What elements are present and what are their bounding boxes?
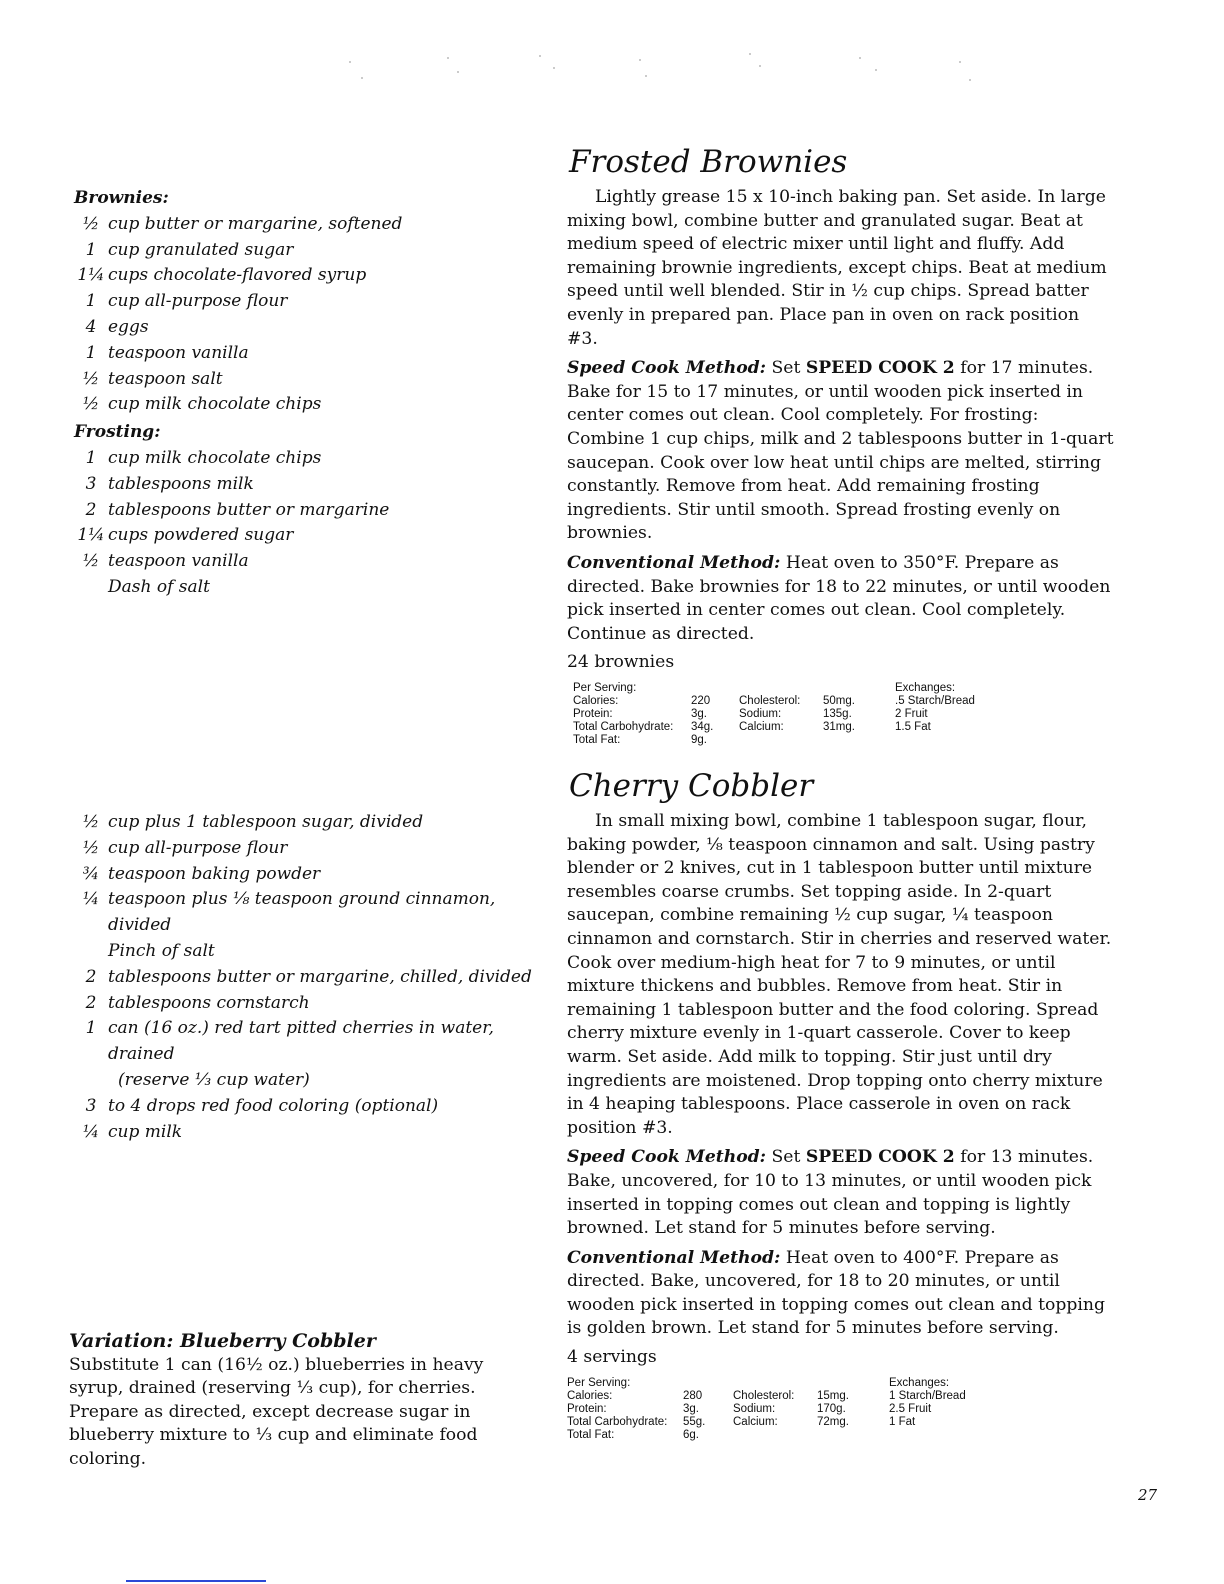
ingredients-heading-frosting: Frosting: [74, 422, 161, 443]
cobbler-conventional-method: Conventional Method: Heat oven to 400°F. Prepare as directed. Bake, uncovered, for 18 to 20 minutes, or until wooden pick inserted in topping comes out clean and topping is golden brown. Let stand for 5 minutes before serving. [567, 1247, 1105, 1339]
cobbler-recipe [567, 768, 1115, 1449]
ingredient-row: 1 cup granulated sugar [85, 239, 294, 260]
brownies-ingredient-list [74, 212, 544, 418]
brownies-speed-cook-method: Speed Cook Method: Set SPEED COOK 2 for 17 minutes. Bake for 15 to 17 minutes, or until wooden pick inserted in center comes out clean. Cool completely. For frosting: Combine 1 cup chips, milk and 2 tablespoons butter in 1-quart saucepan. Cook over low heat until chips are melted, stirring constantly. Remove from heat. Add remaining frosting ingredients. Stir until smooth. Spread frosting evenly on brownies. [567, 358, 1114, 544]
ingredient-row: 2 tablespoons butter or margarine [85, 499, 390, 520]
ingredient-row: 4 eggs [85, 316, 149, 337]
ingredient-row: 2 tablespoons cornstarch [85, 992, 310, 1013]
brownies-directions: Lightly grease 15 x 10-inch baking pan. Set aside. In large mixing bowl, combine butter and granulated sugar. Beat at medium speed of electric mixer until light and fluffy. Add remaining brownie ingredients, except chips. Beat at medium speed until well blended. Stir in ½ cup chips. Spread batter evenly in prepared pan. Place pan in oven on rack position #3. [567, 187, 1107, 349]
ingredient-row: 2 tablespoons butter or margarine, chilled, divided [85, 966, 532, 987]
ingredient-row: (reserve ⅓ cup water) [118, 1069, 310, 1090]
cobbler-speed-cook-method: Speed Cook Method: Set SPEED COOK 2 for 13 minutes. Bake, uncovered, for 10 to 13 minutes, or until wooden pick inserted in topping comes out clean and topping is lightly browned. Let stand for 5 minutes before serving. [567, 1147, 1094, 1239]
footer-rule [126, 1580, 266, 1582]
cobbler-nutrition-table: Per Serving: Calories: 280 Protein: 3g. Total Carbohydrate: 55g. Total Fat: 6g. Cholesterol: 15mg. Sodium: 170g. Calcium: 72mg. Exchanges: 1 Starch/Bread 2.5 Fruit 1 Fat [567, 1377, 966, 1442]
ingredient-row: ½ cup plus 1 tablespoon sugar, divided [82, 812, 424, 832]
scan-speckles [340, 48, 980, 88]
ingredient-row: ¾ teaspoon baking powder [82, 863, 321, 884]
cobbler-directions: In small mixing bowl, combine 1 tablespoon sugar, flour, baking powder, ⅛ teaspoon cinnamon and salt. Using pastry blender or 2 knives, cut in 1 tablespoon butter until mixture resembles coarse crumbs. Set topping aside. In 2-quart saucepan, combine remaining ½ cup sugar, ¼ teaspoon cinnamon and cornstarch. Stir in cherries and reserved water. Cook over medium-high heat for 7 to 9 minutes, or until mixture thickens and bubbles. Remove from heat. Stir in remaining 1 tablespoon butter and the food coloring. Spread cherry mixture evenly in 1-quart casserole. Cover to keep warm. Set aside. Add milk to topping. Stir just until dry ingredients are moistened. Drop topping onto cherry mixture in 4 heaping tablespoons. Place casserole in oven on rack position #3. [567, 811, 1112, 1138]
ingredient-row: 1 cup milk chocolate chips [85, 447, 322, 468]
brownies-yield: 24 brownies [567, 652, 675, 673]
ingredients-heading-brownies: Brownies: [74, 188, 169, 208]
ingredient-row: 1 cup all-purpose flour [85, 291, 288, 312]
ingredient-row: ½ cup all-purpose flour [82, 837, 288, 858]
brownies-recipe [567, 144, 1115, 754]
ingredient-row: ½ cup butter or margarine, softened [82, 213, 403, 234]
ingredient-row: ½ cup milk chocolate chips [82, 394, 322, 415]
cobbler-yield: 4 servings [567, 1347, 657, 1368]
frosting-ingredient-list [74, 446, 544, 601]
recipe-title-cobbler: Cherry Cobbler [569, 768, 814, 804]
ingredient-row: 3 to 4 drops red food coloring (optional) [85, 1095, 439, 1116]
variation-blueberry-cobbler [69, 1330, 519, 1472]
ingredient-row: ¼ teaspoon plus ⅛ teaspoon ground cinnamon, divided [82, 889, 496, 936]
ingredient-row: 1¼ cups powdered sugar [77, 525, 294, 546]
recipe-title-brownies: Frosted Brownies [569, 144, 848, 180]
cobbler-ingredients [74, 810, 544, 1145]
ingredient-row: Pinch of salt [108, 940, 215, 961]
ingredient-row: ½ teaspoon salt [82, 368, 223, 389]
ingredient-row: 1 teaspoon vanilla [85, 342, 249, 363]
variation-title: Variation: Blueberry Cobbler [69, 1330, 376, 1352]
ingredient-row: Dash of salt [108, 576, 210, 597]
brownies-conventional-method: Conventional Method: Heat oven to 350°F. Prepare as directed. Bake brownies for 18 to 22 minutes, or until wooden pick inserted in center comes out clean. Cool completely. Continue as directed. [567, 552, 1111, 644]
brownies-nutrition-table: Per Serving: Calories: 220 Protein: 3g. Total Carbohydrate: 34g. Total Fat: 9g. Cholesterol: 50mg. Sodium: 135g. Calcium: 31mg. Exchanges: .5 Starch/Bread 2 Fruit 1.5 Fat [573, 682, 975, 747]
ingredient-row: ½ teaspoon vanilla [82, 551, 249, 572]
ingredient-row: 1¼ cups chocolate-flavored syrup [77, 265, 367, 286]
page-number: 27 [1138, 1486, 1158, 1504]
ingredient-row: ¼ cup milk [82, 1121, 183, 1142]
ingredient-row: 3 tablespoons milk [85, 473, 254, 494]
ingredient-row: 1 can (16 oz.) red tart pitted cherries in water, drained [85, 1018, 494, 1065]
brownies-ingredients [74, 186, 544, 601]
variation-text: Substitute 1 can (16½ oz.) blueberries in heavy syrup, drained (reserving ⅓ cup), for cherries. Prepare as directed, except decrease sugar in blueberry mixture to ⅓ cup and eliminate food coloring. [69, 1354, 484, 1469]
